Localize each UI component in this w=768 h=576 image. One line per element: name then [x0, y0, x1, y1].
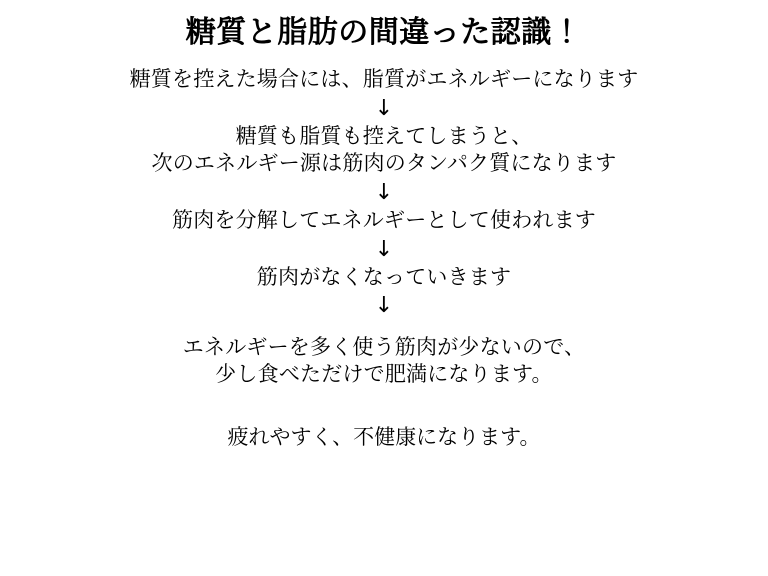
- flow-step-5-line-2: 少し食べただけで肥満になります。: [215, 363, 553, 387]
- arrow-down-icon-4: ↓: [374, 293, 394, 319]
- flow-step-2-line-2: 次のエネルギー源は筋肉のタンパク質になります: [151, 151, 617, 175]
- arrow-down-icon-1: ↓: [374, 95, 394, 121]
- flow-step-5: [183, 335, 585, 389]
- flow-step-5-line-1: エネルギーを多く使う筋肉が少ないので、: [182, 336, 586, 360]
- flow-step-1-line-1: 糖質を控えた場合には、脂質がエネルギーになります: [129, 68, 639, 91]
- flow-step-4: [257, 265, 511, 292]
- flow-step-2: [152, 124, 617, 178]
- flow-step-1: [130, 67, 639, 94]
- flow-diagram: [24, 67, 744, 452]
- flow-step-3-line-1: 筋肉を分解してエネルギーとして使われます: [172, 208, 596, 232]
- arrow-down-icon-3: ↓: [374, 236, 394, 262]
- flow-step-4-line-1: 筋肉がなくなっていきます: [256, 265, 512, 289]
- flow-step-3: [172, 208, 596, 235]
- closing-statement: 疲れやすく、不健康になります。: [227, 426, 541, 450]
- flow-step-2-line-1: 糖質も脂質も控えてしまうと、: [235, 124, 533, 148]
- arrow-down-icon-2: ↓: [374, 179, 394, 205]
- page-title: 糖質と脂肪の間違った認識！: [185, 16, 583, 49]
